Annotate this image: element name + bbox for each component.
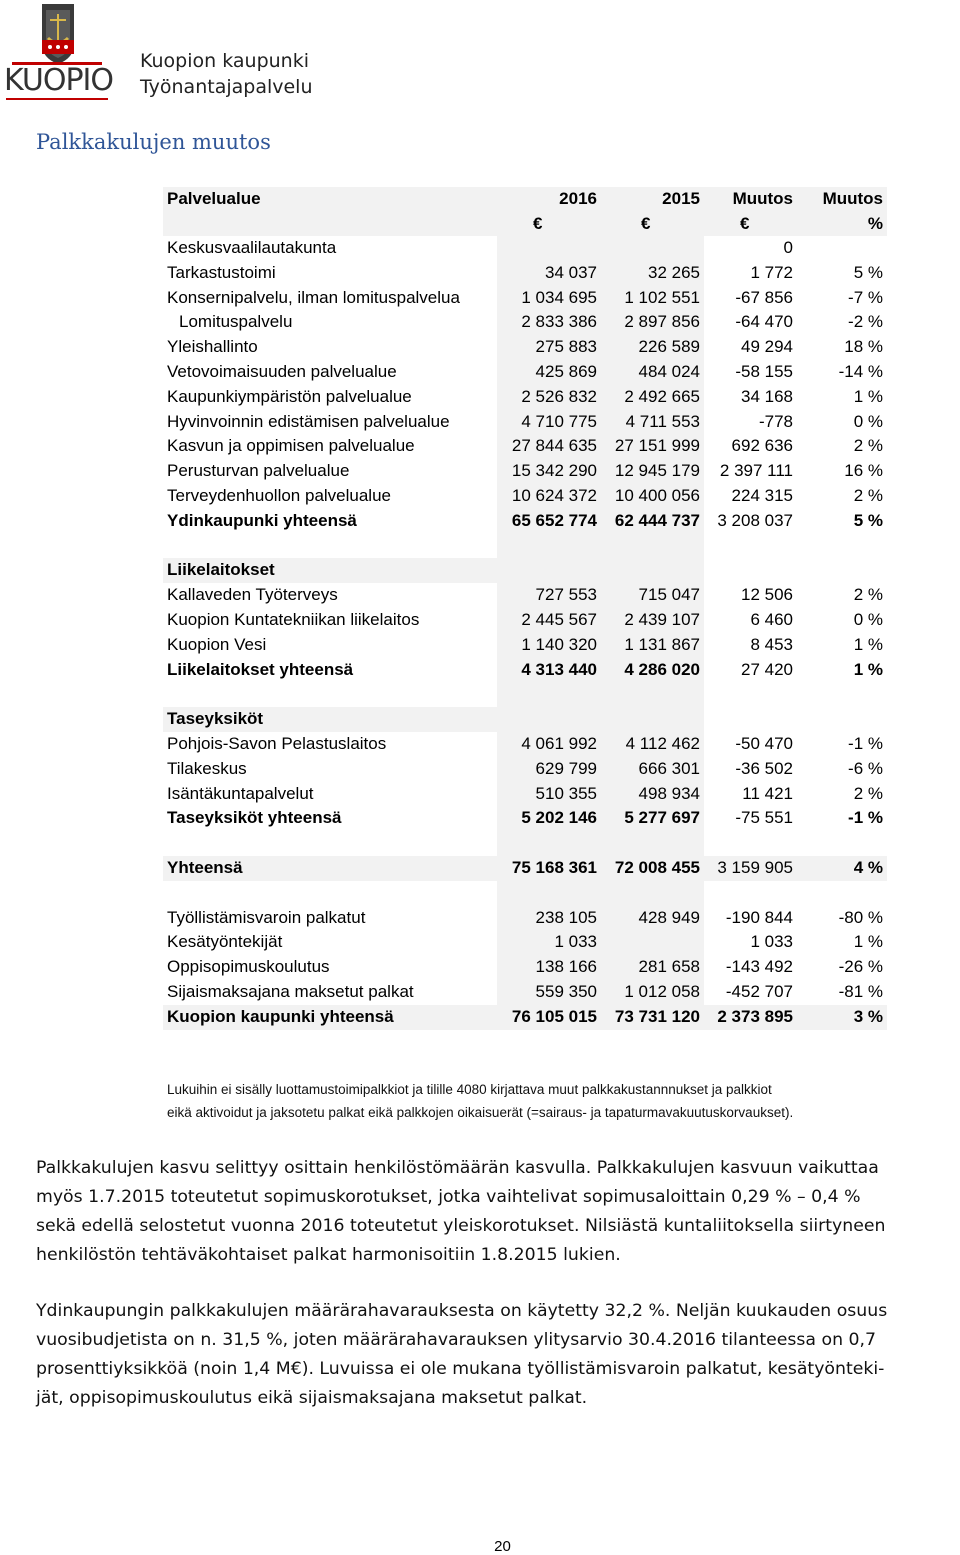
empty-cell [601,558,704,583]
cell-pct: -1 % [848,808,883,828]
cell-pct: -14 % [838,361,883,381]
column-header: 2015 [601,187,704,211]
empty-cell [601,682,704,707]
column-header: Muutos [797,187,887,211]
row-label: Isäntäkuntapalvelut [167,783,314,803]
empty-cell [704,831,797,856]
cell-v2016: 5 202 146 [497,806,601,831]
empty-cell [601,831,704,856]
cell-pct: 0 % [853,411,883,431]
cell-change: 27 420 [741,659,793,679]
cell-pct: 2 % [853,585,883,605]
empty-cell [704,682,797,707]
empty-cell [704,881,797,906]
kuopio-logo [4,2,113,100]
cell-change: -143 492 [725,957,793,977]
cell-pct: 2 % [853,783,883,803]
cell-v2015: 4 286 020 [601,658,704,683]
cell-change: 3 208 037 [717,510,793,530]
cell-v2016: 510 355 [497,782,601,807]
cell-v2016: 34 037 [497,261,601,286]
cell-change: 1 033 [750,932,793,952]
spacer-row [163,881,887,906]
table-row [163,906,887,931]
table-row [163,930,887,955]
cell-pct: -2 % [848,312,883,332]
cell-change: 8 453 [750,634,793,654]
empty-cell [497,881,601,906]
cell-v2015: 1 012 058 [601,980,704,1005]
empty-cell [797,707,887,732]
paragraph-line: sekä edellä selostetut vuonna 2016 toteutetut yleiskorotukset. Nilsiästä kuntaliitoksella siirtyneen [36,1216,886,1236]
cell-change: 1 772 [750,262,793,282]
row-label: Liikelaitokset yhteensä [167,659,354,679]
cell-pct: 3 % [797,1005,887,1030]
row-label: Sijaismaksajana maksetut palkat [167,981,414,1001]
table-row [163,484,887,509]
row-label: Perusturvan palvelualue [167,461,350,481]
body-paragraph [36,1297,960,1413]
empty-cell [163,831,497,856]
section-header-row [163,707,887,732]
column-header: Muutos [704,187,797,211]
cell-v2015: 4 112 462 [601,732,704,757]
row-label: Kasvun ja oppimisen palvelualue [167,436,415,456]
cell-change: 692 636 [731,436,793,456]
row-label: Konsernipalvelu, ilman lomituspalvelua [167,287,460,307]
empty-cell [797,534,887,559]
cell-pct: 5 % [853,262,883,282]
spacer-row [163,831,887,856]
table-row [163,955,887,980]
cell-pct: 1 % [853,634,883,654]
cell-change: -452 707 [725,981,793,1001]
cell-change: 12 506 [741,585,793,605]
table-unit-row [163,211,887,236]
cell-v2016: 10 624 372 [497,484,601,509]
subtotal-row [163,806,887,831]
spacer-row [163,682,887,707]
empty-cell [704,707,797,732]
table-row [163,335,887,360]
page-title: Palkkakulujen muutos [36,130,271,154]
subtotal-row [163,658,887,683]
cell-v2015: 1 102 551 [601,286,704,311]
table-row [163,410,887,435]
row-label: Taseyksiköt yhteensä [167,808,342,828]
cell-v2016: 727 553 [497,583,601,608]
cell-pct: -6 % [848,758,883,778]
cell-v2016 [497,236,601,261]
paragraph-line: myös 1.7.2015 toteutetut sopimuskorotukset, jotka vaihtelivat sopimusaloittain 0,29 % – 0,4 % [36,1187,861,1207]
paragraph-line: prosenttiyksikköä (noin 1,4 M€). Luvuissa ei ole mukana työllistämisvaroin palkatut, kesätyönteki- [36,1359,885,1379]
empty-cell [797,558,887,583]
row-label: Ydinkaupunki yhteensä [167,510,357,530]
cell-change: -190 844 [725,907,793,927]
cell-v2016: 65 652 774 [497,509,601,534]
table-row [163,782,887,807]
cell-v2016: 4 313 440 [497,658,601,683]
row-label: Pohjois-Savon Pelastuslaitos [167,733,387,753]
body-paragraph [36,1154,960,1270]
row-label: Kaupunkiympäristön palvelualue [167,386,412,406]
table-row [163,360,887,385]
cell-v2016: 4 061 992 [497,732,601,757]
row-label: Kallaveden Työterveys [167,585,338,605]
cell-change: 2 397 111 [719,461,793,481]
cell-pct: 1 % [853,659,883,679]
footnote-line: Lukuihin ei sisälly luottamustoimipalkkiot ja tilille 4080 kirjattava muut palkkakustannnukset ja palkkiot [167,1082,772,1097]
cell-v2015: 428 949 [601,906,704,931]
paragraph-line: vuosibudjetista on n. 31,5 %, joten määrärahavarauksen ylitysarvio 30.4.2016 tilanteessa on 0,7 [36,1330,877,1350]
cell-change: 3 159 905 [704,856,797,881]
empty-cell [797,682,887,707]
row-label: Yleishallinto [167,337,258,357]
paragraph-line: Ydinkaupungin palkkakulujen määrärahavarauksesta on käytetty 32,2 %. Neljän kuukauden osuus [36,1301,888,1321]
cell-v2015: 1 131 867 [601,633,704,658]
empty-cell [497,831,601,856]
table-row [163,633,887,658]
cell-v2015: 73 731 120 [601,1005,704,1030]
table-header-row [163,187,887,211]
cell-v2015: 281 658 [601,955,704,980]
row-label: Liikelaitokset [163,558,497,583]
empty-cell [497,558,601,583]
empty-cell [797,881,887,906]
cell-change: -58 155 [735,361,793,381]
cell-v2016: 1 140 320 [497,633,601,658]
table-row [163,434,887,459]
organization-header [140,48,313,100]
cell-change: -67 856 [735,287,793,307]
row-label: Kuopion Kuntatekniikan liikelaitos [167,609,420,629]
cell-v2016: 425 869 [497,360,601,385]
column-header: 2016 [497,187,601,211]
grand-total-row [163,856,887,881]
cell-v2016: 1 034 695 [497,286,601,311]
cell-pct: 2 % [853,485,883,505]
cell-v2015: 666 301 [601,757,704,782]
cell-v2015: 5 277 697 [601,806,704,831]
table-row [163,583,887,608]
cell-v2015: 32 265 [601,261,704,286]
table-row [163,385,887,410]
cell-v2016: 275 883 [497,335,601,360]
cell-v2016: 138 166 [497,955,601,980]
table-row [163,608,887,633]
cell-change: -50 470 [735,733,793,753]
paragraph-line: Palkkakulujen kasvu selittyy osittain henkilöstömäärän kasvulla. Palkkakulujen kasvuun vaikuttaa [36,1158,879,1178]
empty-cell [497,534,601,559]
cell-v2015: 715 047 [601,583,704,608]
column-header: Palvelualue [163,187,497,211]
subtotal-row [163,509,887,534]
cell-pct: 18 % [844,337,883,357]
cell-pct: 2 % [853,436,883,456]
cell-pct: 5 % [853,510,883,530]
cell-change: -778 [758,411,793,431]
cell-change: 11 421 [742,783,793,803]
cell-change: 0 [783,238,793,257]
cell-v2015: 10 400 056 [601,484,704,509]
empty-cell [601,534,704,559]
row-label: Vetovoimaisuuden palvelualue [167,361,397,381]
unit-cell: € [601,211,704,236]
cell-pct: -81 % [838,981,883,1001]
row-label: Tilakeskus [167,758,247,778]
table-row [163,286,887,311]
empty-cell [601,707,704,732]
cell-v2015: 484 024 [601,360,704,385]
unit-cell: € [497,211,601,236]
cell-change: 6 460 [750,609,793,629]
cell-v2016: 76 105 015 [497,1005,601,1030]
unit-cell: % [797,211,887,236]
cell-v2015 [601,930,704,955]
cell-pct: 4 % [797,856,887,881]
org-name: Kuopion kaupunki [140,50,310,72]
cell-v2016: 2 445 567 [497,608,601,633]
paragraph-line: jät, oppisopimuskoulutus eikä sijaismaksajana maksetut palkat. [36,1388,588,1408]
cell-pct: -80 % [838,907,883,927]
empty-cell [163,881,497,906]
row-label: Kuopion kaupunki yhteensä [163,1005,497,1030]
cell-v2016: 2 833 386 [497,310,601,335]
cell-change: 2 373 895 [704,1005,797,1030]
cell-v2016: 238 105 [497,906,601,931]
cell-v2016: 629 799 [497,757,601,782]
unit-cell: € [704,211,797,236]
empty-cell [704,558,797,583]
table-row [163,310,887,335]
row-label: Tarkastustoimi [167,262,276,282]
row-label: Terveydenhuollon palvelualue [167,485,391,505]
cell-v2015: 72 008 455 [601,856,704,881]
cell-v2016: 4 710 775 [497,410,601,435]
cell-change: -75 551 [735,808,793,828]
cell-change: -36 502 [735,758,793,778]
row-label: Kuopion Vesi [167,634,267,654]
row-label: Oppisopimuskoulutus [167,957,330,977]
page-number: 20 [494,1538,511,1555]
row-label: Taseyksiköt [163,707,497,732]
row-label: Hyvinvoinnin edistämisen palvelualue [167,411,450,431]
empty-cell [163,534,497,559]
row-label: Lomituspalvelu [179,312,293,332]
salary-table [163,187,887,1030]
grand-total-row [163,1005,887,1030]
row-label: Keskusvaalilautakunta [167,238,337,257]
cell-pct: 0 % [853,609,883,629]
cell-v2016: 27 844 635 [497,434,601,459]
empty-cell [601,881,704,906]
cell-v2015: 226 589 [601,335,704,360]
cell-v2015: 4 711 553 [601,410,704,435]
empty-cell [163,682,497,707]
cell-v2015 [601,236,704,261]
cell-v2016: 75 168 361 [497,856,601,881]
cell-v2015: 62 444 737 [601,509,704,534]
spacer-row [163,534,887,559]
empty-cell [497,707,601,732]
paragraph-line: henkilöstön tehtäväkohtaiset palkat harmonisoitiin 1.8.2015 lukien. [36,1245,621,1265]
cell-pct: -7 % [848,287,883,307]
section-header-row [163,558,887,583]
cell-change: 34 168 [741,386,793,406]
table-row [163,980,887,1005]
cell-pct [797,236,887,261]
cell-v2016: 559 350 [497,980,601,1005]
cell-pct: -26 % [838,957,883,977]
cell-v2015: 2 492 665 [601,385,704,410]
table-row [163,236,887,261]
table-row [163,459,887,484]
cell-v2016: 2 526 832 [497,385,601,410]
org-unit: Työnantajapalvelu [140,76,313,98]
row-label: Yhteensä [163,856,497,881]
cell-pct: 1 % [853,932,883,952]
table-row [163,732,887,757]
table-row [163,757,887,782]
cell-v2015: 498 934 [601,782,704,807]
cell-v2015: 2 439 107 [601,608,704,633]
unit-cell [163,211,497,236]
cell-change: 224 315 [731,485,793,505]
table-row [163,261,887,286]
row-label: Kesätyöntekijät [167,932,283,952]
table-footnote [167,1078,793,1124]
cell-pct: 16 % [844,461,883,481]
cell-v2016: 1 033 [497,930,601,955]
cell-v2015: 27 151 999 [601,434,704,459]
cell-v2016: 15 342 290 [497,459,601,484]
cell-pct: -1 % [848,733,883,753]
logo-wordmark: KUOPIO [4,63,113,98]
empty-cell [704,534,797,559]
cell-pct: 1 % [853,386,883,406]
row-label: Työllistämisvaroin palkatut [167,907,366,927]
cell-change: 49 294 [741,337,793,357]
empty-cell [497,682,601,707]
cell-v2015: 12 945 179 [601,459,704,484]
empty-cell [797,831,887,856]
cell-change: -64 470 [735,312,793,332]
footnote-line: eikä aktivoidut ja jaksotetu palkat eikä palkkojen oikaisuerät (=sairaus- ja tapaturmavakuutuskorvaukset). [167,1105,794,1120]
cell-v2015: 2 897 856 [601,310,704,335]
